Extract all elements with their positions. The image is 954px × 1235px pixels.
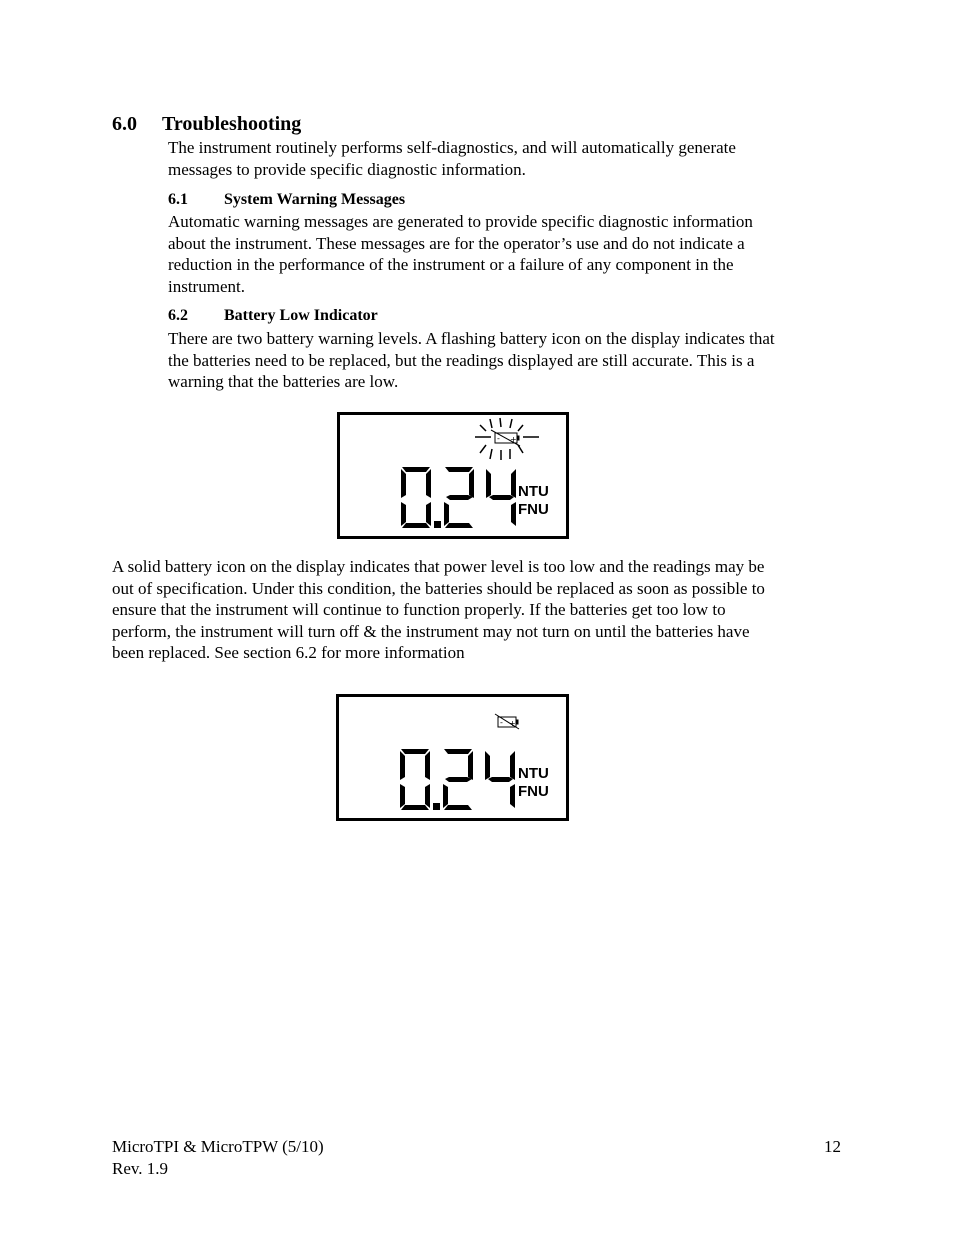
system-warning-paragraph — [168, 211, 753, 297]
unit-fnu-label: FNU — [518, 783, 549, 800]
lcd-display-flashing — [337, 412, 569, 539]
section-title: Troubleshooting — [162, 113, 302, 135]
intro-paragraph — [168, 137, 736, 180]
text-line: Automatic warning messages are generated to provide specific diagnostic information — [168, 212, 753, 231]
text-line: about the instrument. These messages are for the operator’s use and do not indicate a — [168, 233, 745, 253]
text-line: instrument. — [168, 276, 245, 296]
subsection-heading-6-1 — [168, 191, 405, 209]
subsection-title: Battery Low Indicator — [224, 307, 378, 324]
reading-digits — [400, 749, 515, 810]
text-line: perform, the instrument will turn off & the instrument may not turn on until the batteries have — [112, 621, 750, 641]
svg-text:-: - — [500, 718, 503, 727]
text-line: been replaced. See section 6.2 for more information — [112, 643, 465, 663]
solid-battery-paragraph — [112, 556, 765, 664]
reading-digits — [401, 467, 516, 528]
text-line: messages to provide specific diagnostic information. — [168, 159, 526, 179]
subsection-number: 6.1 — [168, 191, 188, 208]
lcd-display-solid — [336, 694, 569, 821]
svg-text:+: + — [510, 435, 517, 444]
battery-low-paragraph — [168, 328, 775, 393]
text-line: A solid battery icon on the display indicates that power level is too low and the readings may be — [112, 557, 765, 576]
section-number: 6.0 — [112, 113, 137, 135]
svg-text:+: + — [509, 719, 516, 728]
battery-flashing-icon — [491, 430, 520, 446]
text-line: The instrument routinely performs self-diagnostics, and will automatically generate — [168, 138, 736, 157]
text-line: reduction in the performance of the instrument or a failure of any component in the — [168, 255, 734, 275]
text-line: out of specification. Under this condition, the batteries should be replaced as soon as possible to — [112, 578, 765, 598]
footer-left — [112, 1136, 324, 1179]
text-line: ensure that the instrument will continue to function properly. If the batteries get too low to — [112, 600, 726, 620]
svg-text:-: - — [497, 434, 500, 443]
footer-revision: Rev. 1.9 — [112, 1158, 169, 1178]
page-number: 12 — [824, 1137, 841, 1156]
text-line: the batteries need to be replaced, but the readings displayed are still accurate. This is a — [168, 350, 755, 370]
subsection-heading-6-2 — [168, 307, 378, 325]
subsection-number: 6.2 — [168, 307, 188, 324]
unit-ntu-label: NTU — [518, 483, 549, 500]
text-line: warning that the batteries are low. — [168, 372, 399, 392]
section-heading — [112, 113, 301, 136]
unit-fnu-label: FNU — [518, 501, 549, 518]
unit-ntu-label: NTU — [518, 765, 549, 782]
subsection-title: System Warning Messages — [224, 191, 406, 208]
text-line: There are two battery warning levels. A flashing battery icon on the display indicates that — [168, 329, 775, 348]
battery-solid-icon — [495, 714, 519, 729]
footer-doc-title: MicroTPI & MicroTPW (5/10) — [112, 1137, 324, 1156]
